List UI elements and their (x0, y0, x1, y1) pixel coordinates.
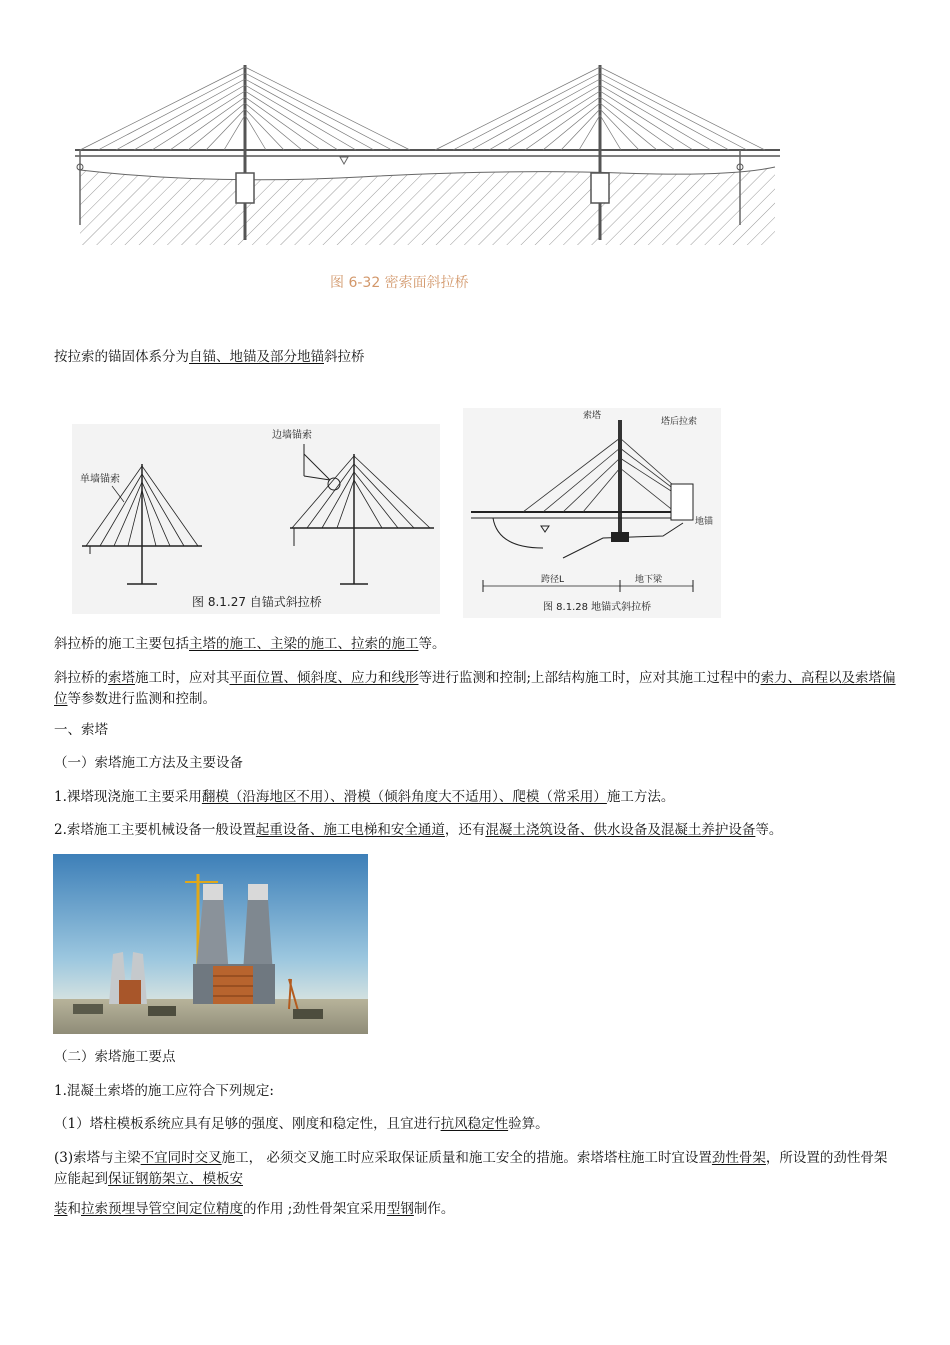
label-underground-beam: 地下梁 (635, 575, 663, 585)
self-anchored-drawing (72, 424, 440, 614)
para-monitoring: 斜拉桥的索塔施工时，应对其平面位置、倾斜度、应力和线形等进行监测和控制;上部结构施工时，应对其施工过程中的索力、高程以及索塔偏位等参数进行监测和控制。 (54, 670, 896, 707)
heading-key-points: （二）索塔施工要点 (54, 1049, 176, 1065)
heading-methods: （一）索塔施工方法及主要设备 (54, 755, 243, 771)
label-single-anchor: 单墙锚索 (80, 474, 120, 485)
para-concrete-rules: 1.混凝土索塔的施工应符合下列规定: (54, 1083, 274, 1099)
para-anchor-system: 按拉索的锚固体系分为自锚、地锚及部分地锚斜拉桥 (54, 349, 365, 365)
figure-bridge (60, 55, 790, 300)
para-formwork-methods: 1.裸塔现浇施工主要采用翻模（沿海地区不用）、滑模（倾斜角度大不适用）、爬模（常采用）施工方法。 (54, 789, 675, 805)
label-tower: 索塔 (583, 411, 602, 421)
earth-anchored-drawing (463, 408, 721, 618)
para-cross-construction: (3)索塔与主梁不宜同时交叉施工， 必须交叉施工时应采取保证质量和施工安全的措施。索塔塔柱施工时宜设置劲性骨架，所设置的劲性骨架应能起到保证钢筋架立、模板安 (54, 1150, 888, 1187)
fig1-caption: 图 6-32 密索面斜拉桥 (330, 275, 469, 291)
fig3-caption: 图 8.1.28 地锚式斜拉桥 (543, 602, 652, 613)
photo-illustration (53, 854, 368, 1034)
figure-earth-anchored (463, 408, 721, 618)
fig2-caption: 图 8.1.27 自锚式斜拉桥 (192, 595, 322, 609)
bridge-drawing (60, 55, 790, 300)
label-backstay: 塔后拉索 (661, 417, 698, 427)
para-construction-scope: 斜拉桥的施工主要包括主塔的施工、主梁的施工、拉索的施工等。 (54, 636, 446, 652)
para-equipment: 2.索塔施工主要机械设备一般设置起重设备、施工电梯和安全通道，还有混凝土浇筑设备、供水设备及混凝土养护设备等。 (54, 822, 783, 838)
heading-tower: 一、索塔 (54, 722, 108, 738)
ground-hatch (80, 167, 775, 245)
photo-tower-construction (53, 854, 368, 1034)
label-span: 跨径L (541, 575, 565, 585)
para-skeleton-function: 装和拉索预埋导管空间定位精度的作用 ;劲性骨架宜采用型钢制作。 (54, 1201, 455, 1217)
figure-self-anchored (72, 424, 440, 614)
label-ground-anchor: 地锚 (695, 517, 714, 527)
para-formwork-strength: （1）塔柱模板系统应具有足够的强度、刚度和稳定性，且宜进行抗风稳定性验算。 (54, 1116, 549, 1132)
label-edge-anchor: 边墙锚索 (272, 430, 312, 441)
